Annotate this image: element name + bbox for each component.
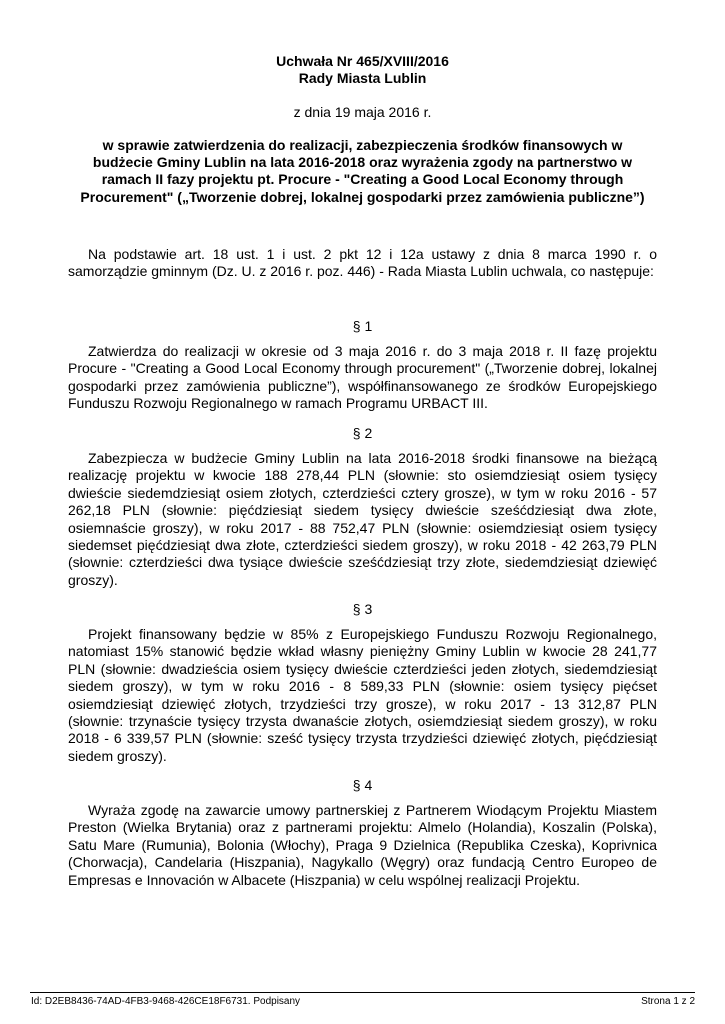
section-3-text: Projekt finansowany będzie w 85% z Europejskiego Funduszu Rozwoju Regionalnego, natomiast 15% stanowić będzie wkład własny pieniężny Gminy Lublin w kwocie 28 241,77 PLN (słownie: dwadzieścia osiem tysięcy dwieście czterdzieści jeden złotych, siedemdziesiąt siedem groszy), w tym w roku 2016 - 8 589,33 PLN (słownie: osiem tysięcy pięćset osiemdziesiąt dziewięć złotych, trzydzieści trzy grosze), w roku 2017 - 13 312,87 PLN (słownie: trzynaście tysięcy trzysta dwanaście złotych, osiemdziesiąt siedem groszy), w roku 2018 - 6 339,57 PLN (słownie: sześć tysięcy trzysta trzydzieści dziewięć złotych, pięćdziesiąt siedem groszy). <box>68 626 657 764</box>
resolution-date: z dnia 19 maja 2016 r. <box>293 104 432 120</box>
council-name: Rady Miasta Lublin <box>298 70 427 86</box>
resolution-title <box>60 53 665 87</box>
footer-divider <box>30 992 695 993</box>
section-3-mark: § 3 <box>352 601 373 617</box>
section-2-mark: § 2 <box>352 425 373 441</box>
preamble-paragraph: Na podstawie art. 18 ust. 1 i ust. 2 pkt 12 i 12a ustawy z dnia 8 marca 1990 r. o samorządzie gminnym (Dz. U. z 2016 r. poz. 446) - Rada Miasta Lublin uchwala, co następuje: <box>68 246 657 280</box>
section-1-text: Zatwierdza do realizacji w okresie od 3 maja 2016 r. do 3 maja 2018 r. II fazę projektu Procure - "Creating a Good Local Economy through procurement" („Tworzenie dobrej, lokalnej gospodarki przez zamówienia publiczne”), współfinansowanego ze środków Europejskiego Funduszu Rozwoju Regionalnego w ramach Programu URBACT III. <box>68 343 657 412</box>
section-4-mark: § 4 <box>352 777 373 793</box>
resolution-number: Uchwała Nr 465/XVIII/2016 <box>276 53 449 69</box>
page-number: Strona 1 z 2 <box>641 996 695 1007</box>
section-4-text: Wyraża zgodę na zawarcie umowy partnerskiej z Partnerem Wiodącym Projektu Miastem Preston (Wielka Brytania) oraz z partnerami projektu: Almelo (Holandia), Koszalin (Polska), Satu Mare (Rumunia), Bolonia (Włochy), Praga 9 Dzielnica (Republika Czeska), Koprivnica (Chorwacja), Candelaria (Hiszpania), Nagykallo (Węgry) oraz fundacją Centro Europeo de Empresas e Innovación w Albacete (Hiszpania) w celu wspólnej realizacji Projektu. <box>68 802 657 888</box>
section-2-text: Zabezpiecza w budżecie Gminy Lublin na lata 2016-2018 środki finansowe na bieżącą realizację projektu w kwocie 188 278,44 PLN (słownie: sto osiemdziesiąt osiem tysięcy dwieście siedemdziesiąt osiem złotych, czterdzieści cztery grosze), w tym w roku 2016 - 57 262,18 PLN (słownie: pięćdziesiąt siedem tysięcy dwieście sześćdziesiąt dwa złote, osiemnaście groszy), w roku 2017 - 88 752,47 PLN (słownie: osiemdziesiąt osiem tysięcy siedemset pięćdziesiąt dwa złote, czterdzieści siedem groszy), w roku 2018 - 42 263,79 PLN (słownie: czterdzieści dwa tysiące dwieście sześćdziesiąt trzy złote, siedemdziesiąt dziewięć groszy). <box>68 450 657 588</box>
section-1-mark: § 1 <box>352 318 373 334</box>
document-id: Id: D2EB8436-74AD-4FB3-9468-426CE18F6731. Podpisany <box>31 996 301 1007</box>
resolution-subject: w sprawie zatwierdzenia do realizacji, zabezpieczenia środków finansowych w budżecie Gminy Lublin na lata 2016-2018 oraz wyrażenia zgody na partnerstwo w ramach II fazy projektu pt. Procure - "Creating a Good Local Economy through Procurement" („Tworzenie dobrej, lokalnej gospodarki przez zamówienia publiczne”) <box>80 137 645 205</box>
